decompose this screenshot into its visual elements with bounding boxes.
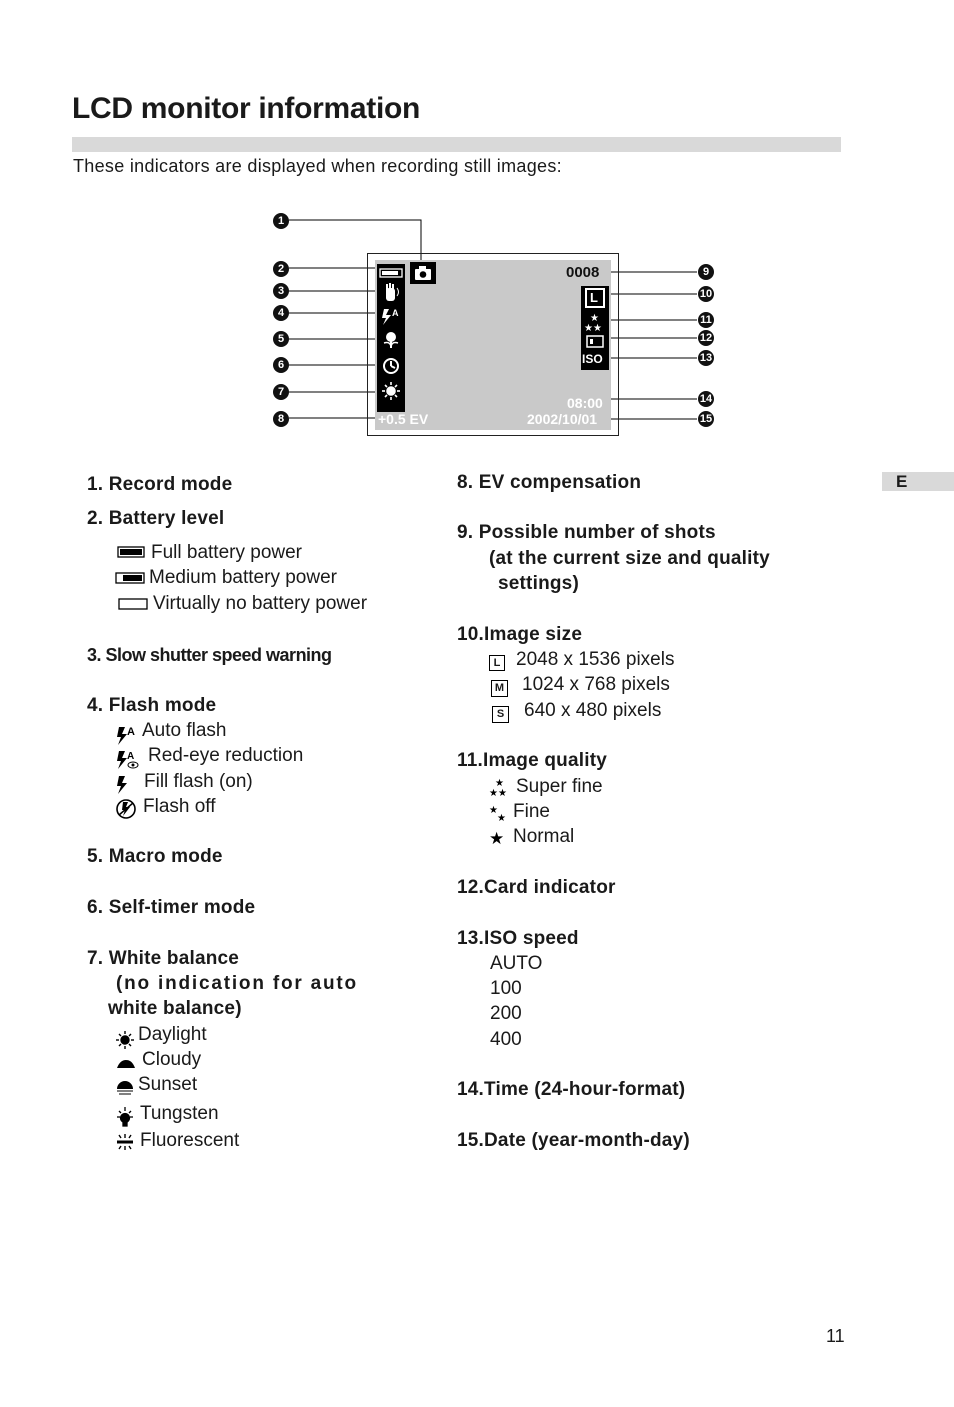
callout-15: 15: [699, 413, 713, 425]
daylight-icon: [382, 382, 400, 400]
fine-icon: [489, 802, 511, 824]
size-m-icon: M: [491, 680, 508, 697]
callout-7: 7: [273, 384, 289, 400]
callout-3: 3: [273, 283, 289, 299]
heading-self-timer: 6. Self-timer mode: [87, 897, 256, 918]
sunset-label: Sunset: [138, 1074, 198, 1095]
flash-auto-icon: [116, 722, 140, 746]
iso-100: 100: [490, 978, 522, 999]
heading-ev-compensation: 8. EV compensation: [457, 472, 642, 493]
heading-image-size: 10.Image size: [457, 624, 583, 645]
record-mode-icon: [410, 262, 436, 284]
lcd-ev: +0.5 EV: [378, 411, 429, 427]
battery-medium-label: Medium battery power: [149, 567, 337, 588]
language-tab-label: E: [896, 472, 908, 491]
fill-flash-label: Fill flash (on): [144, 771, 253, 792]
callout-5: 5: [273, 331, 289, 347]
callout-11: 11: [698, 312, 714, 328]
heading-record-mode: 1. Record mode: [87, 474, 233, 495]
macro-icon: [384, 332, 398, 348]
lcd-screen: [375, 260, 611, 430]
shake-warning-icon: [386, 283, 399, 301]
white-balance-note-1: (no indication for auto: [116, 973, 358, 994]
heading-possible-shots: 9. Possible number of shots: [457, 522, 716, 543]
lcd-time: 08:00: [567, 395, 603, 411]
fluorescent-label: Fluorescent: [140, 1130, 240, 1151]
quality-icon: [584, 313, 602, 334]
svg-text:★★: ★★: [584, 323, 602, 334]
heading-iso-speed: 13.ISO speed: [457, 928, 579, 949]
sunset-icon: [115, 1079, 135, 1097]
size-m-label: 1024 x 768 pixels: [522, 674, 670, 695]
callout-14: 14: [699, 393, 713, 405]
tungsten-icon: [115, 1106, 135, 1128]
svg-text:★: ★: [497, 813, 506, 824]
svg-text:★: ★: [495, 778, 504, 789]
cloudy-label: Cloudy: [142, 1049, 202, 1070]
red-eye-icon: [116, 747, 142, 771]
lcd-date: 2002/10/01: [527, 411, 598, 427]
lcd-monitor-diagram: [367, 253, 619, 436]
svg-text:★: ★: [590, 313, 599, 324]
lcd-size-letter: L: [590, 290, 598, 305]
battery-full-label: Full battery power: [151, 542, 303, 563]
tungsten-label: Tungsten: [140, 1103, 219, 1124]
svg-text:★★: ★★: [489, 788, 507, 798]
svg-text:A: A: [392, 308, 399, 318]
size-s-icon: S: [492, 706, 509, 723]
flash-auto-icon: [382, 308, 399, 325]
possible-shots-note-2: settings): [498, 573, 579, 594]
cloudy-icon: [115, 1056, 137, 1072]
fine-label: Fine: [513, 801, 550, 822]
callout-13: 13: [699, 352, 713, 364]
language-tab: [882, 472, 954, 491]
heading-slow-shutter: 3. Slow shutter speed warning: [87, 645, 332, 665]
size-l-icon: L: [489, 655, 505, 671]
battery-empty-label: Virtually no battery power: [153, 593, 368, 614]
iso-auto: AUTO: [490, 953, 543, 974]
size-l-label: 2048 x 1536 pixels: [516, 649, 675, 670]
flash-off-label: Flash off: [143, 796, 216, 817]
svg-text:★: ★: [489, 805, 498, 816]
page-title: LCD monitor information: [72, 92, 421, 125]
battery-empty-icon: [118, 597, 150, 611]
flash-auto-label: Auto flash: [142, 720, 227, 741]
heading-image-quality: 11.Image quality: [457, 750, 607, 771]
callout-1: 1: [273, 213, 289, 229]
possible-shots-note-1: (at the current size and quality: [489, 548, 770, 569]
normal-icon: [489, 828, 511, 848]
iso-400: 400: [490, 1029, 522, 1050]
daylight-label: Daylight: [138, 1024, 207, 1045]
heading-flash-mode: 4. Flash mode: [87, 695, 217, 716]
self-timer-icon: [384, 359, 398, 373]
super-fine-icon: [489, 776, 511, 798]
heading-battery-level: 2. Battery level: [87, 508, 225, 529]
fill-flash-icon: [116, 773, 132, 797]
card-icon: [587, 336, 603, 347]
flash-off-icon: [115, 797, 139, 821]
callout-12: 12: [699, 332, 713, 344]
callout-6: 6: [273, 357, 289, 373]
svg-text:A: A: [127, 751, 135, 762]
red-eye-label: Red-eye reduction: [148, 745, 304, 766]
battery-medium-icon: [115, 571, 147, 585]
heading-macro-mode: 5. Macro mode: [87, 846, 223, 867]
iso-200: 200: [490, 1003, 522, 1024]
heading-card-indicator: 12.Card indicator: [457, 877, 616, 898]
white-balance-note-2: white balance): [108, 998, 242, 1019]
svg-text:★: ★: [489, 829, 505, 848]
lcd-status-icons: [377, 264, 405, 414]
page-number: 11: [826, 1326, 845, 1346]
size-s-label: 640 x 480 pixels: [524, 700, 662, 721]
callout-8: 8: [273, 411, 289, 427]
callout-10: 10: [699, 288, 713, 300]
callout-9: 9: [698, 264, 714, 280]
super-fine-label: Super fine: [516, 776, 603, 797]
callout-4: 4: [273, 305, 289, 321]
callout-2: 2: [273, 261, 289, 277]
battery-full-icon: [117, 545, 147, 559]
heading-time: 14.Time (24-hour-format): [457, 1079, 686, 1100]
heading-white-balance: 7. White balance: [87, 948, 240, 969]
intro-text: These indicators are displayed when recording still images:: [73, 156, 562, 176]
lcd-shots-count: 0008: [566, 264, 600, 281]
svg-text:A: A: [127, 726, 135, 738]
normal-label: Normal: [513, 826, 575, 847]
fluorescent-icon: [115, 1133, 135, 1153]
daylight-icon: [115, 1030, 135, 1050]
heading-date: 15.Date (year-month-day): [457, 1130, 690, 1151]
battery-icon: [380, 269, 402, 277]
lcd-iso-label: ISO: [582, 352, 603, 366]
